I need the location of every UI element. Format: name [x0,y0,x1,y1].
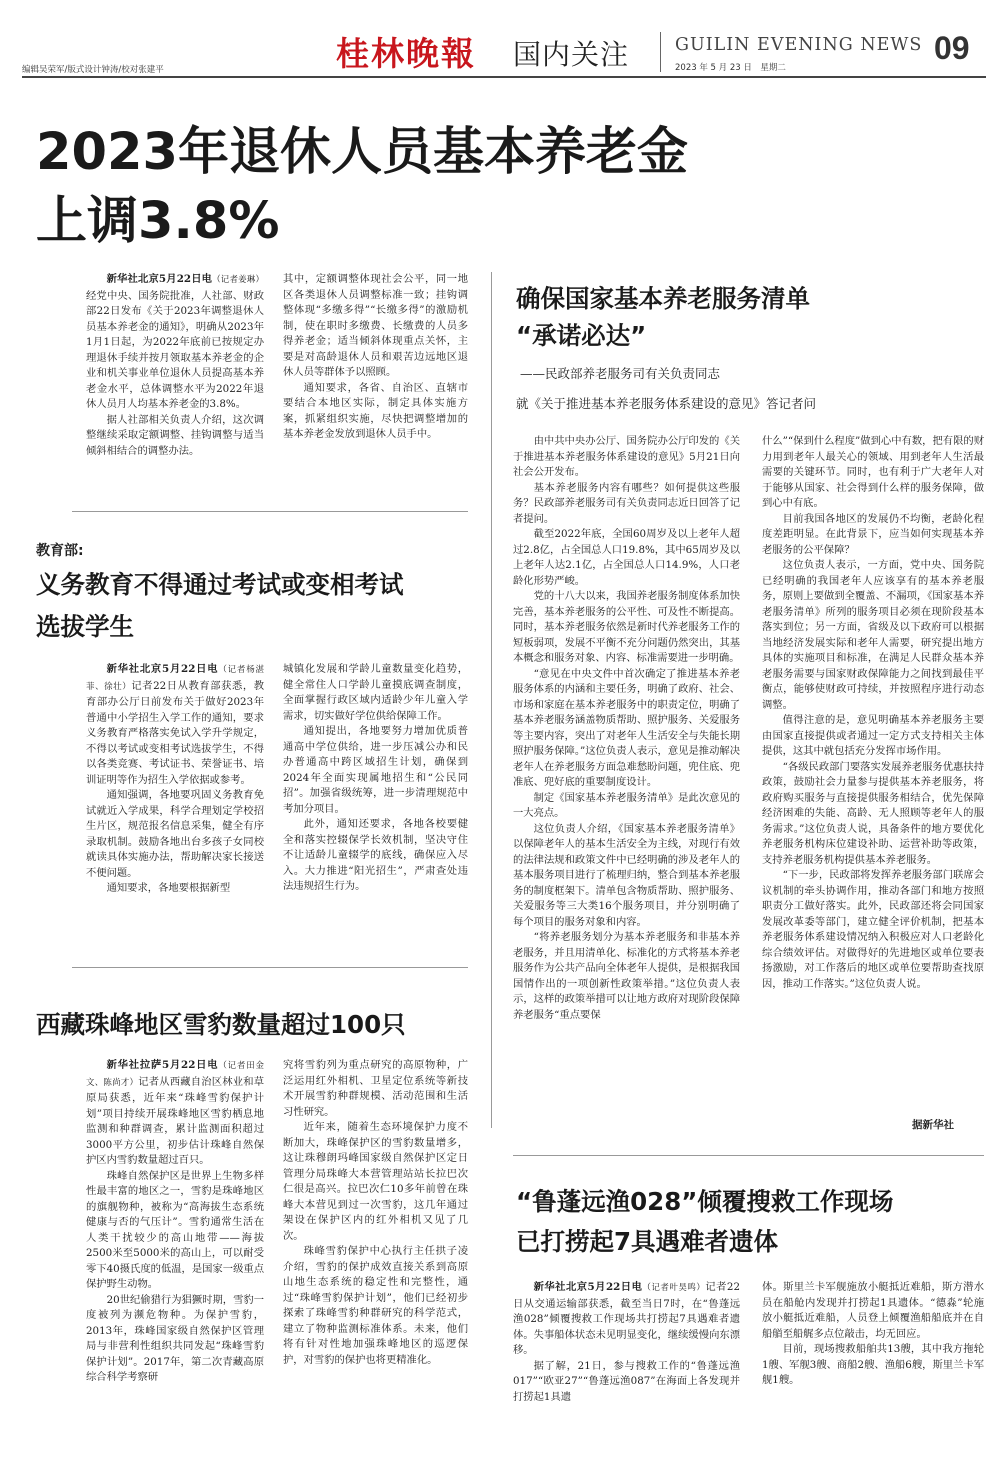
article5-col2 [762,1280,984,1389]
paragraph: 珠峰自然保护区是世界上生物多样性最丰富的地区之一，雪豹是珠峰地区的旗舰物种，被称为“高海拔生态系统健康与否的气压计”。雪豹通常生活在人类干扰较少的高山地带——海拔2500米至5000米的高山上，可以耐受零下40摄氏度的低温，是国家一级重点保护野生动物。 [86,1169,264,1290]
paragraph: 珠峰雪豹保护中心执行主任拱子凌介绍，雪豹的保护成效直接关系到高原山地生态系统的稳定性和完整性，通过“珠峰雪豹保护计划”，他们已经初步探索了珠峰雪豹种群研究的科学范式，建立了物种监测标准体系。未来，他们将有针对性地加强珠峰地区的巡逻保护，对雪豹的保护也将更精准化。 [283,1245,468,1366]
paragraph: 究将雪豹列为重点研究的高原物种，广泛运用红外相机、卫星定位系统等新技术开展雪豹种群规模、活动范围和生活习性研究。 [283,1059,468,1118]
article3-title: 西藏珠峰地区雪豹数量超过100只 [36,1010,406,1039]
masthead-editors: 编辑吴荣军/版式设计钟涛/校对张建平 [22,65,164,75]
dateline: 新华社北京5月22日电 [106,273,213,285]
reporter: （记者姜琳） [212,275,264,285]
article4-col1 [513,434,740,1023]
masthead-rule [22,76,986,78]
title-line-2: 选拔学生 [36,612,134,641]
title-line-1: 义务教育不得通过考试或变相考试 [36,570,404,599]
paragraph: 这位负责人介绍，《国家基本养老服务清单》以保障老年人的基本生活安全为主线，对现行有效的法律法规和政策文件中已经明确的涉及老年人的基本服务项目进行了梳理归纳，整合到基本养老服务的制度框架下。清单包含物质帮助、照护服务、关爱服务等三大类16个服务项目，并分别明确了每个项目的服务对象和内容。 [513,822,740,928]
article1-col1 [86,272,264,459]
paragraph: 据了解，21日，参与搜救工作的“鲁蓬远渔017”“欧亚27”“鲁蓬远渔087”在海面上各发现并打捞起1具遗 [513,1359,740,1403]
paragraph: 通知提出，各地要努力增加优质普通高中学位供给，进一步压减公办和民办普通高中跨区域招生计划，确保到2024年全面实现属地招生和“公民同招”。加强省级统筹，进一步清理规范中考加分项目。 [283,725,468,815]
paragraph: 记者从西藏自治区林业和草原局获悉，近年来“珠峰雪豹保护计划”项目持续开展珠峰地区雪豹栖息地监测和种群调查，累计监测面积超过3000平方公里，初步估计珠峰自然保护区内雪豹数量超过百只。 [86,1075,264,1166]
paragraph: 记者22日从教育部获悉，教育部办公厅日前发布关于做好2023年普通中小学招生入学工作的通知，要求义务教育严格落实免试入学升学规定，不得以考试或变相考试选拔学生，不得以各类竞赛、考试证书、荣誉证书、培训证明等作为招生入学依据或参考。 [86,679,264,786]
paragraph: 其中，定额调整体现社会公平，同一地区各类退休人员调整标准一致；挂钩调整体现“多缴多得”“长缴多得”的激励机制，使在职时多缴费、长缴费的人员多得养老金；适当倾斜体现重点关怀，主要是对高龄退休人员和艰苦边远地区退休人员等群体予以照顾。 [283,273,468,378]
headline-line-1: 2023年退休人员基本养老金 [36,123,688,182]
dateline: 新华社北京5月22日电 [106,663,219,675]
paragraph: 由中共中央办公厅、国务院办公厅印发的《关于推进基本养老服务体系建设的意见》5月21日向社会公开发布。 [513,435,740,478]
paragraph: “各级民政部门要落实发展养老服务优惠扶持政策，鼓励社会力量参与提供基本养老服务，将政府购买服务与直接提供服务相结合，优先保障经济困难的失能、高龄、无人照顾等老年人的服务需求。”这位负责人说，具备条件的地方要优化养老服务机构床位建设补助、运营补助等政策，支持养老服务机构提供基本养老服务。 [762,760,984,866]
paragraph: 近年来，随着生态环境保护力度不断加大，珠峰保护区的雪豹数量增多，这让珠穆朗玛峰国家级自然保护区定日管理分局珠峰大本营管理站站长拉巴次仁很是高兴。拉巴次仁10多年前曾在珠峰大本营见到过一次雪豹，这几年通过架设在保护区内的红外相机又见了几次。 [283,1121,468,1242]
paragraph: 通知要求，各地要根据新型 [106,882,231,894]
title-line-1: 确保国家基本养老服务清单 [516,284,810,313]
article2-title [36,564,476,648]
headline-pension [36,118,796,256]
paragraph: 什么”“保到什么程度”做到心中有数，把有限的财力用到老年人最关心的领域、用到老年人生活最需要的关键环节。同时，也有利于广大老年人对于能够从国家、社会得到什么样的服务保障，做到心中有底。 [762,435,984,509]
reporter: （记者叶昊鸣） [642,1283,706,1293]
article2-col1 [86,662,264,897]
paragraph: 这位负责人表示，一方面，党中央、国务院已经明确的我国老年人应该享有的基本养老服务，原则上要做到全覆盖、不漏项，《国家基本养老服务清单》所列的服务项目必须在现阶段基本落实到位；另一方面，省级及以下政府可以根据当地经济发展实际和老年人需要，研究提出地方具体的实施项目和标准，在满足人民群众基本养老服务需要与国家财政保障能力之间找到最佳平衡点，能够使财政可持续，并按照程序进行动态调整。 [762,559,984,711]
title-line-1: “鲁蓬远渔028”倾覆搜救工作现场 [516,1187,894,1216]
paragraph: 据人社部相关负责人介绍，这次调整继续采取定额调整、挂钩调整与适当倾斜相结合的调整办法。 [86,413,264,457]
headline-line-2: 上调3.8% [36,192,280,251]
paragraph: 党的十八大以来，我国养老服务制度体系加快完善，基本养老服务的公平性、可及性不断提高。同时，基本养老服务依然是新时代养老服务工作的短板弱项，发展不平衡不充分问题仍然突出，其基本概念和服务对象、内容、标准需要进一步明确。 [513,590,740,664]
article1-col2 [283,272,468,443]
paragraph: 经党中央、国务院批准，人社部、财政部22日发布《关于2023年调整退休人员基本养老金的通知》，明确从2023年1月1日起，为2022年底前已按规定办理退休手续并按月领取基本养老金的企业和机关事业单位退休人员提高基本养老金水平，总体调整水平为2022年退休人员月人均基本养老金的3.8%。 [86,289,264,410]
section-title: 国内关注 [513,38,630,71]
page-number: 09 [934,30,970,66]
paragraph: 截至2022年底，全国60周岁及以上老年人超过2.8亿，占全国总人口19.8%，其中65周岁及以上老年人达2.1亿，占全国总人口14.9%，人口老龄化形势严峻。 [513,528,740,587]
paragraph: 通知强调，各地要巩固义务教育免试就近入学成果，科学合理划定学校招生片区，规范报名信息采集，健全有序录取机制。鼓励各地出台多孩子女同校就读具体实施办法，帮助解决家长接送不便问题。 [86,789,264,879]
paragraph: 目前，现场搜救船舶共13艘，其中我方拖轮1艘、军舰3艘、商船2艘、渔船6艘，斯里兰卡军舰1艘。 [762,1343,984,1386]
dateline: 新华社拉萨5月22日电 [106,1059,219,1071]
title-line-2: “承诺必达” [516,321,647,350]
issue-date: 2023 年 5 月 23 日 星期二 [675,63,786,73]
article4-subtitle-2: 就《关于推进基本养老服务体系建设的意见》答记者问 [516,396,817,411]
article3-col1 [86,1058,264,1386]
paragraph: 基本养老服务内容有哪些？如何提供这些服务？民政部养老服务司有关负责同志近日回答了记者提问。 [513,481,740,525]
paragraph: 记者22日从交通运输部获悉，截至当日7时，在“鲁蓬远渔028”倾覆搜救工作现场共打捞起7具遇难者遗体。失事船体状态未见明显变化，继续缓慢向东漂移。 [513,1281,740,1356]
article4-source: 据新华社 [912,1119,954,1131]
article4-subtitle-1: ——民政部养老服务司有关负责同志 [520,366,721,381]
paragraph: 体。斯里兰卡军舰施放小艇抵近难船，斯方潜水员在船舱内发现并打捞起1具遗体。“德淼”轮施放小艇抵近难船，人员登上倾覆渔船船底并在自船艏至船艉多点位敲击，均无回应。 [762,1281,984,1340]
paragraph: 制定《国家基本养老服务清单》是此次意见的一大亮点。 [513,791,740,819]
paragraph: “下一步，民政部将发挥养老服务部门联席会议机制的牵头协调作用，推动各部门和地方按照职责分工做好落实。此外，民政部还将会同国家发展改革委等部门，建立健全评价机制，把基本养老服务体系建设情况纳入积极应对人口老龄化综合绩效评估。对做得好的先进地区或单位要表扬激励，对工作落后的地区或单位要帮助查找原因，推动工作落实。”这位负责人说。 [762,869,984,990]
title-line-2: 已打捞起7具遇难者遗体 [516,1227,779,1256]
paragraph: 城镇化发展和学龄儿童数量变化趋势，健全常住人口学龄儿童摸底调查制度，全面掌握行政区域内适龄少年儿童入学需求，切实做好学位供给保障工作。 [283,663,468,722]
paper-english-name: GUILIN EVENING NEWS [675,35,923,55]
masthead-divider [660,32,661,72]
article4-title [516,280,956,354]
column-separator [491,272,492,1128]
paragraph: “将养老服务划分为基本养老服务和非基本养老服务，并且用清单化、标准化的方式将基本养老服务作为公共产品向全体老年人提供，是根据我国国情作出的一项创新性政策举措。”这位负责人表示，这样的政策举措可以让地方政府对现阶段保障养老服务“重点要保 [513,931,740,1021]
paragraph: “意见在中央文件中首次确定了推进基本养老服务体系的内涵和主要任务，明确了政府、社会、市场和家庭在基本养老服务中的职责定位，明确了基本养老服务涵盖物质帮助、照护服务、关爱服务等主要内容，突出了对老年人生活安全与失能长期照护服务保障。”这位负责人表示，意见是推动解决老年人在养老服务方面急难愁盼问题，兜住底、兜准底、兜好底的重要制度设计。 [513,667,740,788]
article5-col1 [513,1280,740,1405]
article2-kicker: 教育部: [36,543,84,559]
dateline: 新华社北京5月22日电 [533,1281,643,1293]
paragraph: 此外，通知还要求，各地各校要健全和落实控辍保学长效机制，坚决守住不让适龄儿童辍学的底线，确保应入尽入。大力推进“阳光招生”，严肃查处违法违规招生行为。 [283,818,468,892]
paragraph: 值得注意的是，意见明确基本养老服务主要由国家直接提供或者通过一定方式支持相关主体提供，这其中就包括充分发挥市场作用。 [762,714,984,757]
article-separator [513,1155,984,1156]
article5-title [516,1182,976,1262]
reporter: （记者杨湛菲、徐壮） [86,665,264,692]
article3-col2 [283,1058,468,1368]
paragraph: 20世纪偷猎行为猖獗时期，雪豹一度被列为濒危物种。为保护雪豹，2013年，珠峰国家级自然保护区管理局与非营利性组织共同发起“珠峰雪豹保护计划”。2017年，第二次青藏高原综合科学考察研 [86,1293,264,1383]
reporter: （记者田金文、陈尚才） [86,1061,264,1088]
article-separator [72,967,468,968]
paragraph: 目前我国各地区的发展仍不均衡，老龄化程度差距明显。在此背景下，应当如何实现基本养老服务的公平保障？ [762,512,984,556]
article-separator [72,511,468,512]
paragraph: 通知要求，各省、自治区、直辖市要结合本地区实际，制定具体实施方案，抓紧组织实施，尽快把调整增加的基本养老金发放到退休人员手中。 [283,381,468,440]
article4-col2 [762,434,984,992]
article2-col2 [283,662,468,895]
newspaper-logo: 桂林晚報 [336,34,476,73]
